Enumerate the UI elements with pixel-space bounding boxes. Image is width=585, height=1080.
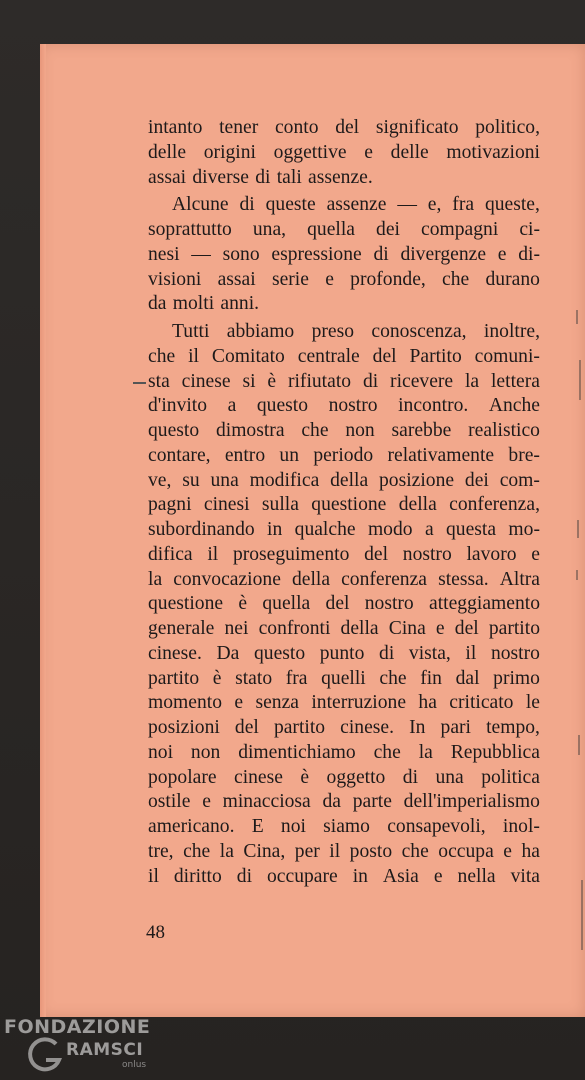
- word: interruzione: [311, 692, 407, 714]
- word: e: [202, 791, 211, 813]
- word: del: [335, 117, 360, 138]
- text-line: [148, 617, 540, 642]
- word: primo: [493, 667, 540, 689]
- word: posizione: [379, 469, 455, 491]
- word: delle: [148, 141, 187, 163]
- word: americano.: [148, 816, 235, 837]
- word: il: [207, 543, 219, 565]
- word: da: [148, 293, 167, 315]
- text-line: [148, 642, 540, 667]
- word: occupa: [438, 840, 494, 862]
- word: partito: [273, 717, 326, 738]
- word: fra: [285, 667, 308, 689]
- text-line: [148, 370, 540, 395]
- word: questo: [148, 420, 200, 441]
- word: comuni-: [474, 345, 540, 367]
- word: assai: [217, 268, 256, 290]
- word: di: [239, 194, 255, 216]
- word: su: [182, 469, 200, 491]
- word: In: [409, 717, 426, 738]
- word: cinese.: [340, 717, 395, 738]
- text-line: [148, 444, 540, 469]
- word: la: [148, 568, 163, 590]
- word: Altra: [499, 568, 540, 590]
- word: sono: [222, 243, 260, 265]
- text-line: [148, 345, 540, 370]
- word: che: [401, 840, 429, 862]
- word: stato: [235, 667, 273, 689]
- text-line: [148, 218, 540, 243]
- word: dei: [464, 469, 489, 491]
- word: di-: [518, 243, 540, 265]
- word: e: [531, 543, 540, 565]
- word: del: [325, 593, 350, 615]
- word: una: [210, 469, 239, 491]
- text-line: [148, 493, 540, 518]
- word: tempo,: [486, 717, 540, 738]
- word: questo: [253, 642, 306, 664]
- text-line: [148, 320, 540, 345]
- word: questa: [446, 519, 497, 540]
- word: generale: [148, 618, 215, 639]
- word: la: [464, 370, 480, 392]
- word: Repubblica: [450, 741, 540, 763]
- text-line: [148, 141, 540, 166]
- word: ci-: [519, 219, 540, 240]
- word: fin: [420, 667, 442, 689]
- word: il: [329, 840, 341, 862]
- word: significato: [375, 117, 459, 138]
- word: tali: [276, 166, 302, 188]
- word: tener: [219, 117, 259, 138]
- word: politico,: [475, 117, 540, 138]
- text-line: [148, 592, 540, 617]
- word: a: [227, 395, 237, 417]
- text-line: [148, 790, 540, 815]
- word: conoscenza,: [371, 321, 467, 342]
- word: assenze.: [308, 166, 373, 188]
- word: espressione: [271, 243, 362, 265]
- word: di: [236, 865, 253, 887]
- word: non: [345, 420, 375, 441]
- word: del: [454, 618, 479, 639]
- word: si: [242, 370, 256, 392]
- text-line: [148, 193, 540, 218]
- word: un: [279, 444, 300, 466]
- word: del: [234, 717, 259, 738]
- word: Cina: [388, 618, 426, 639]
- word: di: [362, 370, 379, 392]
- word: stessa.: [438, 568, 489, 590]
- word: siamo: [323, 816, 370, 837]
- word: delle: [390, 141, 429, 163]
- text-line: [148, 419, 540, 444]
- word: entro: [224, 444, 266, 466]
- word: modo: [367, 519, 413, 540]
- word: questione: [311, 494, 387, 516]
- text-line: [148, 243, 540, 268]
- word: pari: [440, 717, 471, 738]
- word: difica: [148, 543, 193, 565]
- word: dimentichiamo: [238, 741, 356, 763]
- word: assenze: [326, 194, 387, 216]
- word: dei: [376, 219, 400, 240]
- text-line: [148, 116, 540, 141]
- word: com-: [499, 469, 540, 491]
- word: e,: [427, 194, 442, 216]
- word: cinese: [181, 370, 231, 392]
- watermark-line-1: FONDAZIONE: [4, 1016, 151, 1038]
- word: senza: [255, 692, 299, 714]
- word: e: [503, 840, 512, 862]
- word: divergenze: [400, 243, 487, 265]
- word: —: [191, 243, 211, 265]
- word: mo-: [508, 519, 540, 540]
- word: abbiamo: [226, 321, 295, 342]
- page-number: 48: [146, 922, 165, 943]
- watermark-line-3: onlus: [122, 1060, 147, 1070]
- word: convocazione: [173, 568, 281, 590]
- word: durano: [485, 268, 540, 290]
- word: noi: [148, 741, 174, 763]
- word: queste: [265, 194, 316, 216]
- word: lavoro: [466, 543, 517, 565]
- word: diritto: [173, 865, 222, 887]
- word: conferenza: [341, 568, 428, 590]
- word: diverse: [192, 166, 249, 188]
- word: che: [373, 741, 401, 763]
- word: della: [291, 568, 331, 590]
- word: che: [301, 420, 329, 441]
- word: anni.: [220, 293, 260, 315]
- word: è: [300, 766, 310, 788]
- word: punto: [319, 642, 365, 664]
- word: fra: [452, 194, 475, 216]
- word: che: [183, 840, 211, 862]
- text-line: [148, 469, 540, 494]
- word: ostile: [148, 791, 191, 813]
- word: in: [352, 865, 368, 887]
- word: momento: [148, 692, 223, 714]
- word: ha: [418, 692, 437, 714]
- word: compagni: [421, 219, 499, 240]
- word: pagni: [148, 494, 192, 516]
- word: una,: [252, 219, 287, 240]
- word: proseguimento: [232, 543, 350, 565]
- word: nostro: [490, 642, 540, 664]
- word: sulla: [261, 494, 299, 516]
- text-line: [148, 166, 540, 191]
- word: partito: [148, 667, 200, 689]
- word: incontro.: [398, 395, 469, 417]
- word: cinesi: [203, 494, 250, 516]
- word: inol-: [502, 816, 540, 837]
- word: e: [497, 243, 507, 265]
- word: della: [398, 494, 437, 516]
- word: Da: [216, 642, 240, 664]
- word: d'invito: [148, 395, 208, 417]
- word: questione: [148, 593, 224, 615]
- word: intanto: [148, 117, 203, 138]
- word: noi: [280, 816, 306, 837]
- word: sta: [148, 370, 170, 392]
- word: nei: [224, 618, 249, 639]
- text-line: [148, 568, 540, 593]
- word: oggettive: [273, 141, 347, 163]
- word: la: [219, 840, 234, 862]
- word: minacciosa: [222, 791, 311, 813]
- word: a: [424, 519, 434, 540]
- word: soprattutto: [148, 219, 232, 240]
- word: qualche: [294, 519, 356, 540]
- word: occupare: [267, 865, 338, 887]
- word: partito: [488, 618, 540, 639]
- word: Alcune: [172, 194, 229, 216]
- word: in: [267, 519, 283, 540]
- word: ricevere: [390, 370, 454, 392]
- word: Partito: [409, 345, 462, 367]
- word: della: [340, 618, 379, 639]
- word: dimostra: [215, 420, 285, 441]
- word: conto: [274, 117, 319, 138]
- word: quella: [307, 219, 355, 240]
- word: e: [435, 618, 445, 639]
- text-line: [148, 667, 540, 692]
- word: ha: [521, 840, 540, 862]
- word: origini: [203, 141, 256, 163]
- word: per: [294, 840, 320, 862]
- text-line: [148, 766, 540, 791]
- word: posizioni: [148, 717, 220, 738]
- word: subordinando: [148, 519, 255, 540]
- word: da: [322, 791, 341, 813]
- word: di: [255, 166, 271, 188]
- fondazione-gramsci-watermark: [4, 1016, 154, 1078]
- word: nostro: [364, 593, 414, 615]
- word: e: [364, 141, 373, 163]
- text-line: [148, 543, 540, 568]
- word: è: [212, 667, 222, 689]
- word: centrale: [297, 345, 360, 367]
- word: del: [372, 345, 397, 367]
- word: il: [465, 642, 477, 664]
- text-line: [148, 518, 540, 543]
- text-line: [148, 292, 540, 317]
- text-line: [148, 741, 540, 766]
- word: della: [330, 469, 369, 491]
- word: assai: [148, 166, 187, 188]
- text-line: [148, 815, 540, 840]
- word: tre,: [148, 840, 174, 862]
- word: e: [433, 865, 443, 887]
- word: vita: [510, 865, 540, 887]
- word: modifica: [249, 469, 320, 491]
- word: che: [442, 268, 470, 290]
- word: e: [234, 692, 244, 714]
- word: di: [379, 642, 395, 664]
- word: vista,: [408, 642, 451, 664]
- word: —: [397, 194, 417, 216]
- word: che: [379, 667, 407, 689]
- word: realistico: [468, 420, 540, 441]
- word: è: [267, 370, 277, 392]
- text-line: [148, 840, 540, 865]
- text-line: [148, 716, 540, 741]
- word: cinese: [234, 766, 283, 788]
- word: consapevoli,: [387, 816, 486, 837]
- word: Anche: [488, 395, 540, 417]
- word: sarebbe: [391, 420, 452, 441]
- word: visioni: [148, 268, 202, 290]
- word: quelli: [321, 667, 366, 689]
- word: dell'imperialismo: [403, 791, 540, 813]
- word: oggetto: [326, 766, 386, 788]
- body-text: [148, 116, 540, 889]
- word: Cina,: [243, 840, 286, 862]
- word: bre-: [508, 444, 540, 466]
- word: cinese.: [148, 642, 202, 664]
- word: motivazioni: [446, 141, 540, 163]
- word: queste,: [484, 194, 540, 216]
- word: contare,: [148, 444, 211, 466]
- margin-hyphen-mark: [133, 382, 146, 384]
- word: periodo: [313, 444, 374, 466]
- word: nostro: [328, 395, 378, 417]
- word: inoltre,: [483, 321, 540, 342]
- word: nesi: [148, 243, 180, 265]
- word: E: [251, 816, 264, 837]
- word: questo: [256, 395, 309, 417]
- word: criticato: [449, 692, 514, 714]
- word: di: [373, 243, 389, 265]
- word: la: [418, 741, 433, 763]
- word: Asia: [382, 865, 419, 887]
- word: una: [435, 766, 464, 788]
- word: parte: [352, 791, 392, 813]
- word: politica: [481, 766, 540, 788]
- word: ve,: [148, 469, 172, 491]
- word: dal: [455, 667, 480, 689]
- word: il: [148, 865, 159, 887]
- word: non: [190, 741, 221, 763]
- word: rifiutato: [287, 370, 352, 392]
- text-line: [148, 268, 540, 293]
- word: di: [402, 766, 419, 788]
- word: Tutti: [172, 321, 210, 342]
- word: relativamente: [387, 444, 495, 466]
- word: serie: [271, 268, 309, 290]
- text-line: [148, 865, 540, 890]
- word: lettera: [490, 370, 540, 392]
- word: che: [148, 345, 176, 367]
- word: il: [188, 345, 199, 367]
- text-line: [148, 394, 540, 419]
- word: confronti: [258, 618, 331, 639]
- word: del: [364, 543, 389, 565]
- word: nostro: [402, 543, 452, 565]
- word: molti: [172, 293, 215, 315]
- word: posto: [349, 840, 393, 862]
- word: conferenza,: [449, 494, 540, 516]
- word: atteggiamento: [429, 593, 540, 615]
- word: è: [238, 593, 248, 615]
- word: popolare: [148, 766, 217, 788]
- word: quella: [262, 593, 311, 615]
- watermark-line-2: RAMSCI: [66, 1040, 144, 1060]
- word: Comitato: [211, 345, 285, 367]
- word: preso: [311, 321, 355, 342]
- word: e: [325, 268, 334, 290]
- word: profonde,: [350, 268, 426, 290]
- word: nella: [457, 865, 496, 887]
- word: le: [525, 692, 540, 714]
- page-edge-shadow: [40, 44, 46, 1017]
- g-logo-icon: [26, 1034, 64, 1074]
- text-line: [148, 691, 540, 716]
